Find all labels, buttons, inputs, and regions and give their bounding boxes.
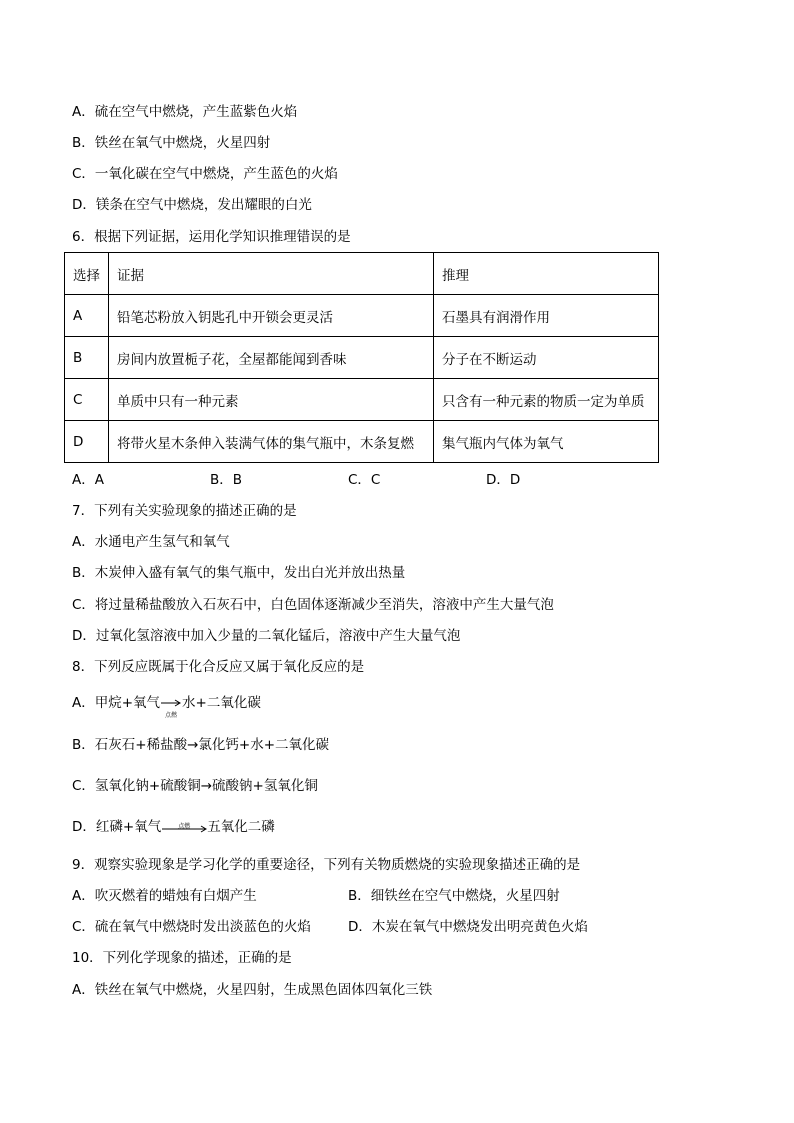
q8-a-reactants: A．甲烷+氧气 bbox=[72, 695, 161, 711]
q5-option-c: C．一氧化碳在空气中燃烧，产生蓝色的火焰 bbox=[72, 166, 338, 182]
q8-d-condition: 点燃 bbox=[178, 823, 191, 830]
q7-option-c: C．将过量稀盐酸放入石灰石中，白色固体逐渐减少至消失，溶液中产生大量气泡 bbox=[72, 597, 554, 613]
table-cell: 将带火星木条伸入装满气体的集气瓶中，木条复燃 bbox=[109, 421, 434, 463]
table-cell: 单质中只有一种元素 bbox=[109, 379, 434, 421]
q8-option-b: B．石灰石+稀盐酸→氯化钙+水+二氧化碳 bbox=[72, 737, 330, 753]
table-header-cell: 推理 bbox=[434, 253, 659, 295]
q9-option-a: A．吹灭燃着的蜡烛有白烟产生 bbox=[72, 888, 257, 904]
table-row bbox=[65, 379, 659, 421]
q7-option-a: A．水通电产生氢气和氧气 bbox=[72, 534, 230, 550]
table-row bbox=[65, 337, 659, 379]
q7-stem: 7．下列有关实验现象的描述正确的是 bbox=[72, 503, 297, 519]
table-header-row bbox=[65, 253, 659, 295]
q6-stem: 6．根据下列证据，运用化学知识推理错误的是 bbox=[72, 229, 351, 245]
table-cell: 铅笔芯粉放入钥匙孔中开锁会更灵活 bbox=[109, 295, 434, 337]
q9-option-c: C．硫在氧气中燃烧时发出淡蓝色的火焰 bbox=[72, 919, 311, 935]
q6-answer-c: C．C bbox=[348, 472, 381, 488]
table-row bbox=[65, 421, 659, 463]
reaction-arrow bbox=[160, 694, 182, 719]
q10-stem: 10．下列化学现象的描述，正确的是 bbox=[72, 950, 292, 966]
q8-stem: 8．下列反应既属于化合反应又属于氧化反应的是 bbox=[72, 659, 365, 675]
table-cell: C bbox=[65, 379, 109, 421]
table-row bbox=[65, 295, 659, 337]
reaction-arrow bbox=[161, 818, 207, 836]
q8-a-products: 水+二氧化碳 bbox=[182, 695, 261, 711]
q8-d-reactants: D．红磷+氧气 bbox=[72, 819, 162, 835]
table-cell: 只含有一种元素的物质一定为单质 bbox=[434, 379, 659, 421]
q6-answer-b: B．B bbox=[210, 472, 243, 488]
table-cell: A bbox=[65, 295, 109, 337]
q9-stem: 9．观察实验现象是学习化学的重要途径，下列有关物质燃烧的实验现象描述正确的是 bbox=[72, 857, 581, 873]
q5-option-d: D．镁条在空气中燃烧，发出耀眼的白光 bbox=[72, 197, 312, 213]
table-cell: D bbox=[65, 421, 109, 463]
q5-option-a: A．硫在空气中燃烧，产生蓝紫色火焰 bbox=[72, 104, 298, 120]
table-header-cell: 选择 bbox=[65, 253, 109, 295]
q6-answer-d: D．D bbox=[486, 472, 521, 488]
table-cell: B bbox=[65, 337, 109, 379]
table-cell: 房间内放置栀子花，全屋都能闻到香味 bbox=[109, 337, 434, 379]
q7-option-b: B．木炭伸入盛有氧气的集气瓶中，发出白光并放出热量 bbox=[72, 565, 406, 581]
q8-d-products: 五氧化二磷 bbox=[207, 819, 275, 835]
q5-option-b: B．铁丝在氧气中燃烧，火星四射 bbox=[72, 135, 271, 151]
q8-option-a bbox=[72, 694, 261, 719]
q9-option-b: B．细铁丝在空气中燃烧，火星四射 bbox=[348, 888, 560, 904]
q8-option-d bbox=[72, 818, 275, 836]
q9-option-d: D．木炭在氧气中燃烧发出明亮黄色火焰 bbox=[348, 919, 588, 935]
table-header-cell: 证据 bbox=[109, 253, 434, 295]
q8-option-c: C．氢氧化钠+硫酸铜→硫酸钠+氢氧化铜 bbox=[72, 778, 318, 794]
table-cell: 分子在不断运动 bbox=[434, 337, 659, 379]
q10-option-a: A．铁丝在氧气中燃烧，火星四射，生成黑色固体四氧化三铁 bbox=[72, 982, 433, 998]
q6-answer-a: A．A bbox=[72, 472, 104, 488]
table-cell: 集气瓶内气体为氧气 bbox=[434, 421, 659, 463]
q6-table bbox=[64, 252, 659, 463]
q8-a-condition: 点燃 bbox=[165, 712, 178, 719]
q7-option-d: D．过氧化氢溶液中加入少量的二氧化锰后，溶液中产生大量气泡 bbox=[72, 628, 461, 644]
table-cell: 石墨具有润滑作用 bbox=[434, 295, 659, 337]
